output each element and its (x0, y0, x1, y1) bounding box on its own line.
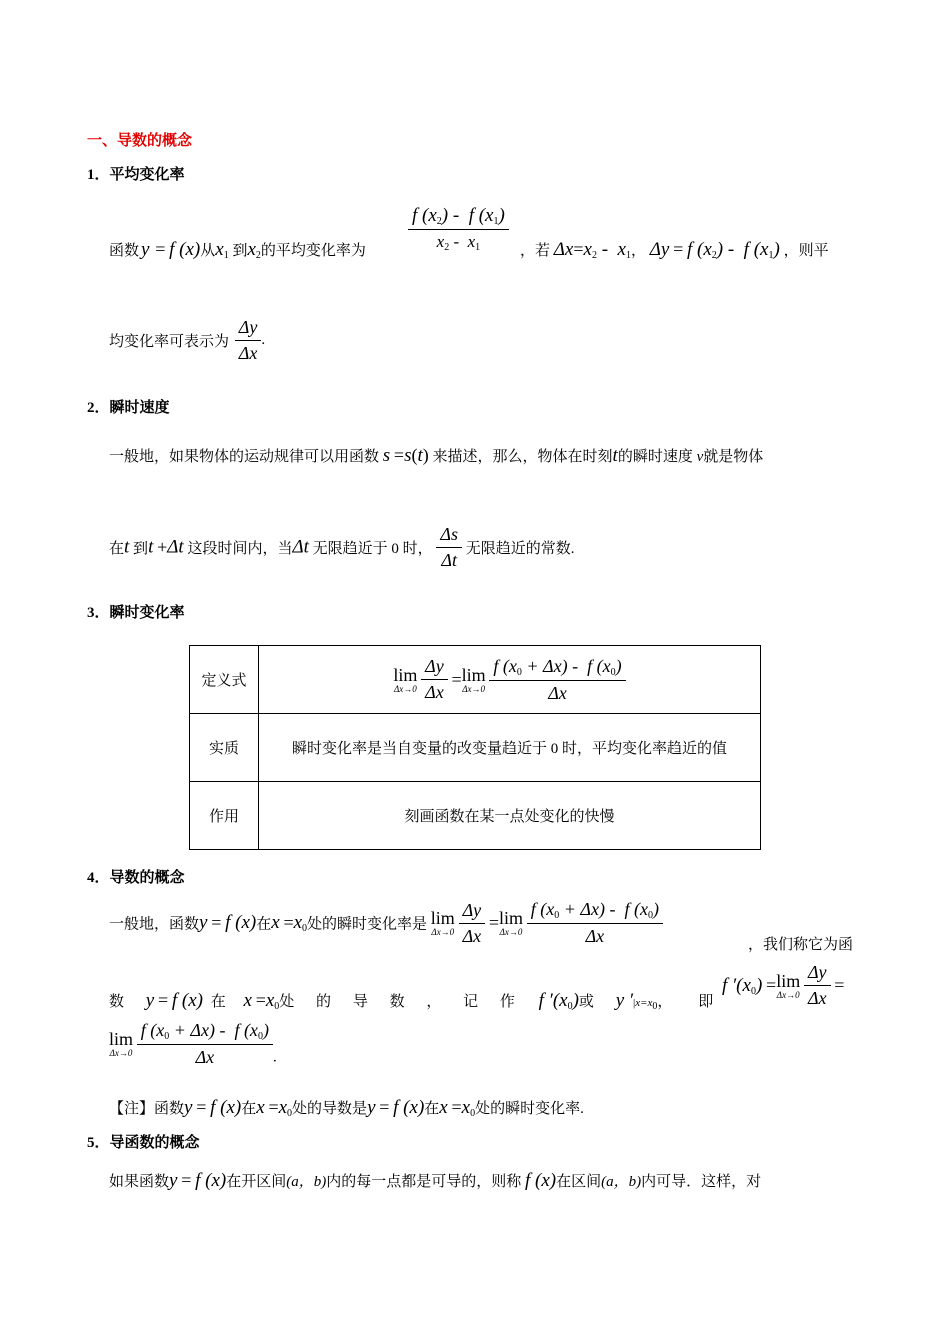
lim-text: lim (393, 664, 418, 685)
text: 均变化率可表示为 (109, 334, 230, 350)
paragraph-velocity-2: 在t 到t +Δt 这段时间内，当Δt 无限趋近于 0 时， $\frac{\Delta s}{\Delta t}$ 无限趋近的常数. (109, 524, 575, 570)
text: 无限趋近的常数. (465, 541, 575, 557)
subsection-title-5: 5．导函数的概念 (87, 1135, 200, 1151)
text: 到 (133, 541, 149, 557)
table-formula: lim Δx→0 $\frac{\Delta y}{\Delta x}$ = lim Δx→0 $\frac{f (x_0 + \Delta x) - f (x_0)}{\Delta x}$ (259, 646, 761, 714)
text: 的 (316, 994, 332, 1010)
text: 从 (200, 243, 216, 259)
text: 函数 (154, 1101, 185, 1117)
text: 一般地，如果物体的运动规律可以用函数 (109, 449, 380, 465)
section-heading: 一、导数的概念 (87, 133, 193, 149)
text: 处的瞬时变化率. (475, 1101, 584, 1117)
note-paragraph: 【注】函数y = f (x)在$x =x_0$处的导数是y = f (x)在$x =x_0$处的瞬时变化率. (109, 1097, 584, 1119)
text: 无限趋近于 0 时， (312, 541, 433, 557)
text: 处 (279, 994, 295, 1010)
subsection-title-1: 1．平均变化率 (87, 167, 185, 183)
interval-text: (a，b) (601, 1174, 642, 1190)
text: 如果函数 (109, 1174, 170, 1190)
text: 来描述，那么，物体在时刻 (432, 449, 613, 465)
derivative-formula: f $'(x_0)$ = lim Δx→0 $\frac{\Delta y}{\Delta x}$ = (722, 962, 845, 1008)
table-key: 作用 (190, 782, 259, 850)
text: ，我们称它为函 (748, 937, 854, 953)
text: 导 (352, 994, 368, 1010)
table-key: 实质 (190, 714, 259, 782)
definition-table (189, 645, 761, 850)
paragraph-velocity: 一般地，如果物体的运动规律可以用函数 s =s(t) 来描述，那么，物体在时刻t的瞬时速度 v就是物体 (109, 445, 764, 466)
text: 数 (109, 994, 125, 1010)
text: 在 (256, 916, 272, 933)
subsection-title-4: 4．导数的概念 (87, 870, 185, 886)
text: 在 (109, 541, 125, 557)
text: 作 (499, 994, 515, 1010)
velocity-symbol: v (696, 449, 704, 465)
text: 即 (698, 994, 714, 1010)
text: 处的瞬时变化率是 (307, 916, 428, 933)
avg-rate-fraction: $\frac{f (x_2) - f (x_1)}{x_2 - x_1}$ (408, 205, 509, 253)
text: 这段时间内，当 (187, 541, 293, 557)
text: 的瞬时速度 (617, 449, 693, 465)
table-value: 刻画函数在某一点处变化的快慢 (259, 782, 761, 850)
table-key: 定义式 (190, 646, 259, 714)
text: 记 (463, 994, 479, 1010)
text: 在区间 (556, 1174, 602, 1190)
paragraph-derivative-function: 如果函数y = f (x)在开区间(a，b)内的每一点都是可导的，则称 f (x)在区间(a，b)内可导．这样，对 (109, 1170, 762, 1191)
table-row (190, 782, 761, 850)
subsection-title-3: 3．瞬时变化率 (87, 605, 185, 621)
text: 在 (241, 1101, 257, 1117)
subsection-title-2: 2．瞬时速度 (87, 400, 170, 416)
text: 或 (578, 994, 594, 1010)
paragraph-avg-rate-cont: ，若 $\Delta x=x_2 - x_1$， Δy = f $(x_2)$ - f $(x_1)$ ，则平 (520, 239, 829, 261)
text: 的平均变化率为 (260, 243, 366, 259)
text: 内的每一点都是可导的，则称 (326, 1174, 522, 1190)
paragraph-derivative-1: 一般地，函数y = f (x)在$x =x_0$处的瞬时变化率是 lim Δx→0 $\frac{\Delta y}{\Delta x}$ = lim Δx→0 $\frac{f (x_0 + \Delta x) - f (x_0)}{\Delta x}$ (109, 899, 663, 947)
text: 一般地，函数 (109, 916, 200, 933)
text: 数 (389, 994, 405, 1010)
text: 在 (210, 994, 226, 1010)
text: ， (426, 994, 442, 1010)
lim-subscript: Δx→0 (394, 683, 417, 694)
paragraph-avg-rate: 函数 y = f (x)从$x_1$ 到$x_2$的平均变化率为 (109, 239, 366, 261)
text: 在 (424, 1101, 440, 1117)
text: 函数 (109, 243, 140, 259)
text: 就是物体 (703, 449, 764, 465)
table-value: 瞬时变化率是当自变量的改变量趋近于 0 时，平均变化率趋近的值 (259, 714, 761, 782)
derivative-formula-cont: lim Δx→0 $\frac{f (x_0 + \Delta x) - f (x_0)}{\Delta x}$ . (109, 1020, 277, 1067)
text: ，则平 (783, 243, 829, 259)
text: 到 (232, 243, 248, 259)
interval-text: (a，b) (286, 1174, 327, 1190)
note-label: 【注】 (109, 1101, 155, 1117)
text: ，若 (520, 243, 551, 259)
table-row (190, 646, 761, 714)
paragraph-avg-rate-2: 均变化率可表示为 $\frac{\Delta y}{\Delta x}$ . (109, 317, 266, 363)
paragraph-derivative-2: 数 y = f (x) 在 $x =x_0$处 的 导 数 ， 记 作 f $'(x_0)$或 y $'|x=x_0$， 即 (109, 990, 714, 1012)
table-row (190, 714, 761, 782)
text: 处的导数是 (292, 1101, 368, 1117)
text: 在开区间 (226, 1174, 287, 1190)
text: 内可导．这样，对 (641, 1174, 762, 1190)
